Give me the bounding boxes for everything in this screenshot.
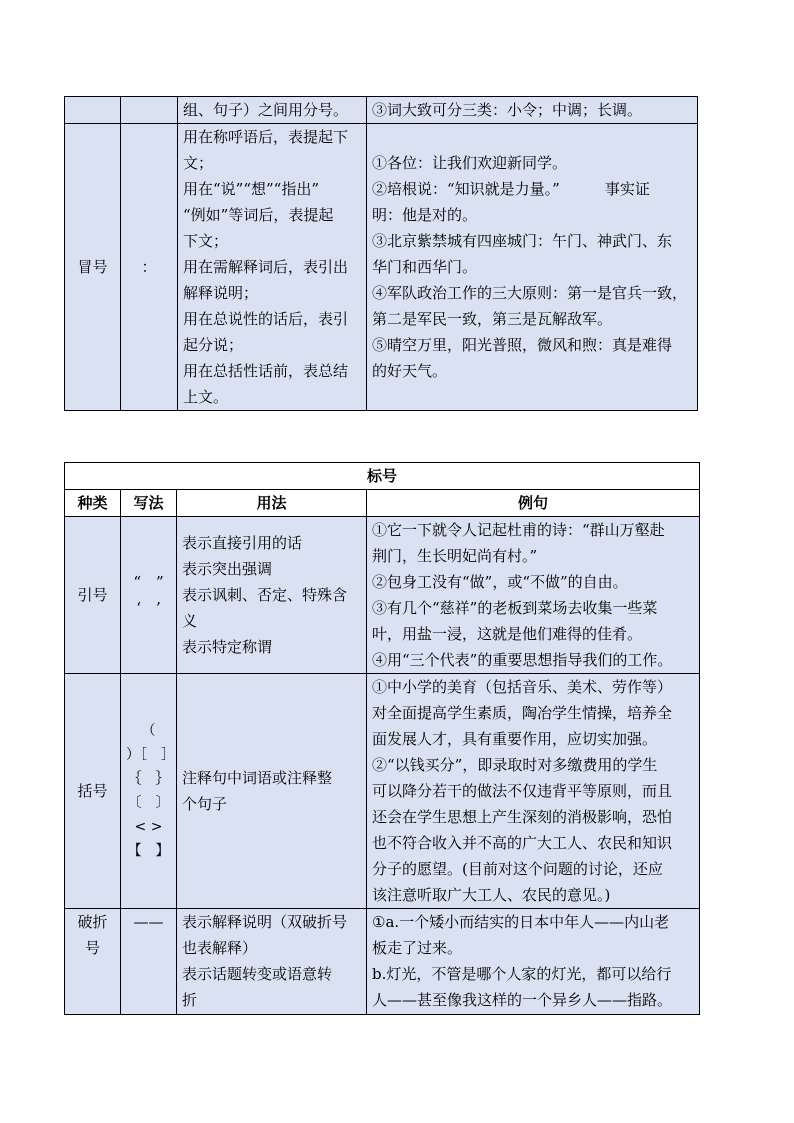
cell-example: ①中小学的美育（包括音乐、美术、劳作等） 对全面提高学生素质，陶冶学生情操，培养全 面发展人才，具有重要作用，应切实加强。 ②“以钱买分”，即录取时对多缴费用的学生 可以降分若干的做法不仅违背平等原则，而且 还会在学生思想上产生深刻的消极影响，恐怕 也不符合收入并不高的广大工人、农民和知识 分子的愿望。(目前对这个问题的讨论，还应 该注意听取广大工人、农民的意见。) <box>367 674 700 909</box>
cell-usage: 组、句子）之间用分号。 <box>178 97 367 124</box>
cell-symbol: （ ）［ ］ ｛ ｝ 〔 〕 < > 【 】 <box>121 674 177 909</box>
table-header-row <box>65 490 700 517</box>
header-example: 例句 <box>367 490 700 517</box>
cell-kind: 破折 号 <box>65 909 121 1015</box>
table-row <box>65 124 698 411</box>
marks-table <box>64 462 700 1015</box>
cell-symbol: —— <box>121 909 177 1015</box>
punctuation-table-continued <box>64 96 698 411</box>
cell-usage: 表示直接引用的话 表示突出强调 表示讽刺、否定、特殊含 义 表示特定称谓 <box>177 517 367 674</box>
table-row <box>65 909 700 1015</box>
cell-usage: 用在称呼语后，表提起下 文； 用在“说”“想”“指出” “例如”等词后，表提起 下文； 用在需解释词后，表引出 解释说明； 用在总说性的话后，表引 起分说； 用在总括性话前，表总结 上文。 <box>178 124 367 411</box>
cell-symbol: ： <box>121 124 178 411</box>
cell-example: ①各位：让我们欢迎新同学。 ②培根说：“知识就是力量。” 事实证 明：他是对的。 ③北京紫禁城有四座城门：午门、神武门、东 华门和西华门。 ④军队政治工作的三大原则：第一是官兵一致， 第二是军民一致，第三是瓦解敌军。 ⑤晴空万里，阳光普照，微风和煦：真是难得 的好天气。 <box>367 124 698 411</box>
cell-example: ①它一下就令人记起杜甫的诗：“群山万壑赴 荆门，生长明妃尚有村。” ②包身工没有“做”，或“不做”的自由。 ③有几个“慈祥”的老板到菜场去收集一些菜 叶，用盐一浸，这就是他们难得的佳肴。 ④用“三个代表”的重要思想指导我们的工作。 <box>367 517 700 674</box>
cell-symbol: “ ” ‘ ’ <box>121 517 177 674</box>
cell-kind <box>65 97 121 124</box>
header-usage: 用法 <box>177 490 367 517</box>
header-kind: 种类 <box>65 490 121 517</box>
table-row <box>65 97 698 124</box>
cell-kind: 引号 <box>65 517 121 674</box>
table-row <box>65 517 700 674</box>
cell-usage: 注释句中词语或注释整 个句子 <box>177 674 367 909</box>
cell-symbol <box>121 97 178 124</box>
cell-example: ①a.一个矮小而结实的日本中年人——内山老 板走了过来。 b.灯光，不管是哪个人家的灯光，都可以给行 人——甚至像我这样的一个异乡人——指路。 <box>367 909 700 1015</box>
table-title-row <box>65 463 700 490</box>
cell-usage: 表示解释说明（双破折号 也表解释） 表示话题转变或语意转 折 <box>177 909 367 1015</box>
table-row <box>65 674 700 909</box>
cell-kind: 冒号 <box>65 124 121 411</box>
cell-kind: 括号 <box>65 674 121 909</box>
header-symbol: 写法 <box>121 490 177 517</box>
table-title: 标号 <box>65 463 700 490</box>
cell-example: ③词大致可分三类：小令；中调；长调。 <box>367 97 698 124</box>
